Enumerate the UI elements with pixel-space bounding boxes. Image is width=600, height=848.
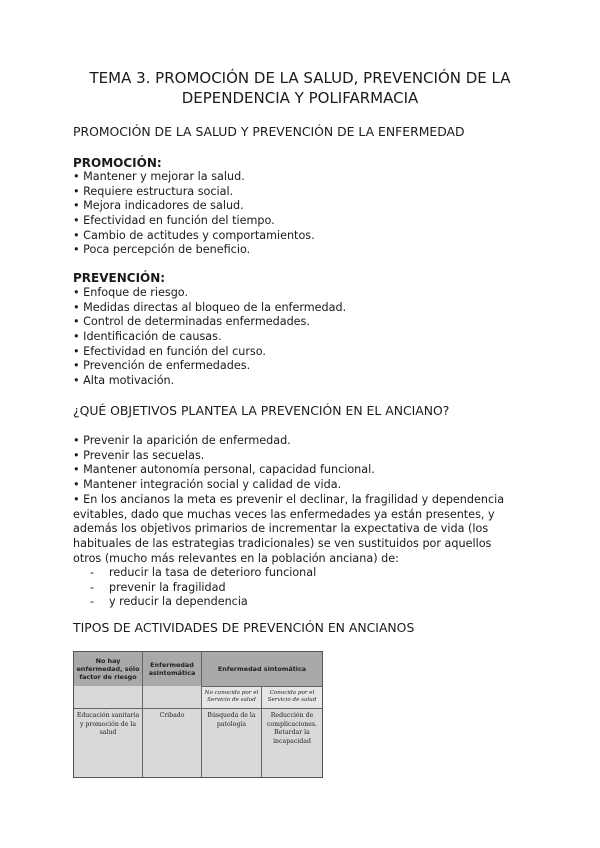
table-divider	[261, 686, 262, 777]
dash-item	[90, 595, 316, 610]
dash-marker: -	[90, 595, 95, 609]
dash-marker: -	[90, 580, 95, 594]
dash-item-text: prevenir la fragilidad	[109, 580, 226, 594]
paragraph-line: • En los ancianos la meta es prevenir el declinar, la fragilidad y dependencia	[73, 493, 505, 506]
table-subheader-conocida: Conocida por el Servicio de salud	[262, 686, 322, 708]
section-heading-objetivos: ¿QUÉ OBJETIVOS PLANTEA LA PREVENCIÓN EN EL ANCIANO?	[73, 403, 450, 418]
table-header-asintomatica: Enfermedad asintomática	[143, 652, 201, 686]
promocion-list	[73, 170, 315, 258]
title-line-2: DEPENDENCIA Y POLIFARMACIA	[181, 89, 419, 107]
list-item: • Enfoque de riesgo.	[73, 286, 188, 299]
prevention-activities-table	[73, 651, 323, 778]
list-item: • Prevención de enfermedades.	[73, 359, 251, 373]
dash-item-text: reducir la tasa de deterioro funcional	[109, 566, 317, 579]
dash-item	[90, 581, 316, 596]
table-cell-educacion: Educación sanitaria y promoción de la salud	[76, 712, 140, 737]
promocion-label: PROMOCIÓN:	[73, 156, 162, 170]
table-divider	[142, 652, 143, 777]
list-item: • Efectividad en función del tiempo.	[73, 214, 275, 228]
table-header-sintomatica: Enfermedad sintomática	[202, 652, 322, 686]
list-item: • Mantener integración social y calidad de vida.	[73, 478, 342, 492]
list-item: • Poca percepción de beneficio.	[73, 243, 251, 257]
list-item: • Requiere estructura social.	[73, 184, 234, 198]
list-item: • Medidas directas al bloqueo de la enfermedad.	[73, 300, 347, 314]
list-item: • Identificación de causas.	[73, 330, 222, 344]
paragraph-line: habituales de las estrategias tradicionales) se ven sustituidos por aquellos	[73, 537, 492, 551]
list-item: • Mantener y mejorar la salud.	[73, 170, 245, 183]
table-divider	[202, 686, 322, 687]
list-item: • Alta motivación.	[73, 374, 175, 388]
list-item: • Cambio de actitudes y comportamientos.	[73, 228, 315, 242]
title-line-1: TEMA 3. PROMOCIÓN DE LA SALUD, PREVENCIÓN DE LA	[89, 69, 511, 87]
objetivos-dash-list	[90, 566, 316, 610]
dash-item-text: y reducir la dependencia	[109, 595, 248, 609]
table-cell-cribado: Cribado	[159, 712, 185, 719]
list-item: • Prevenir las secuelas.	[73, 448, 205, 462]
list-item: • Efectividad en función del curso.	[73, 344, 266, 358]
paragraph-line: además los objetivos primarios de incrementar la expectativa de vida (los	[73, 522, 489, 536]
dash-marker: -	[90, 566, 95, 579]
section-heading-promocion-prevencion: PROMOCIÓN DE LA SALUD Y PREVENCIÓN DE LA ENFERMEDAD	[73, 124, 465, 139]
table-divider	[201, 652, 202, 777]
table-cell-reduccion: Reducción de complicaciones. Retardar la incapacidad	[266, 712, 318, 745]
objetivos-paragraph	[73, 493, 528, 566]
prevencion-label: PREVENCIÓN:	[73, 271, 166, 285]
paragraph-line: evitables, dado que muchas veces las enfermedades ya están presentes, y	[73, 507, 495, 521]
page-title	[60, 68, 540, 108]
table-divider	[74, 708, 322, 709]
list-item: • Control de determinadas enfermedades.	[73, 315, 310, 329]
table-subheader-no-conocida: No conocida por el Servicio de salud	[202, 686, 261, 708]
list-item: • Mantener autonomía personal, capacidad funcional.	[73, 463, 375, 477]
list-item: • Prevenir la aparición de enfermedad.	[73, 434, 291, 447]
table-cell-busqueda: Búsqueda de la patología	[207, 712, 256, 728]
table-header-no-enfermedad: No hay enfermedad, sólo factor de riesgo	[74, 652, 142, 686]
prevencion-list	[73, 286, 346, 389]
section-heading-tipos-actividades: TIPOS DE ACTIVIDADES DE PREVENCIÓN EN ANCIANOS	[73, 620, 415, 635]
paragraph-line: otros (mucho más relevantes en la población anciana) de:	[73, 551, 399, 565]
dash-item	[90, 566, 316, 581]
list-item: • Mejora indicadores de salud.	[73, 199, 244, 213]
objetivos-list	[73, 434, 375, 493]
